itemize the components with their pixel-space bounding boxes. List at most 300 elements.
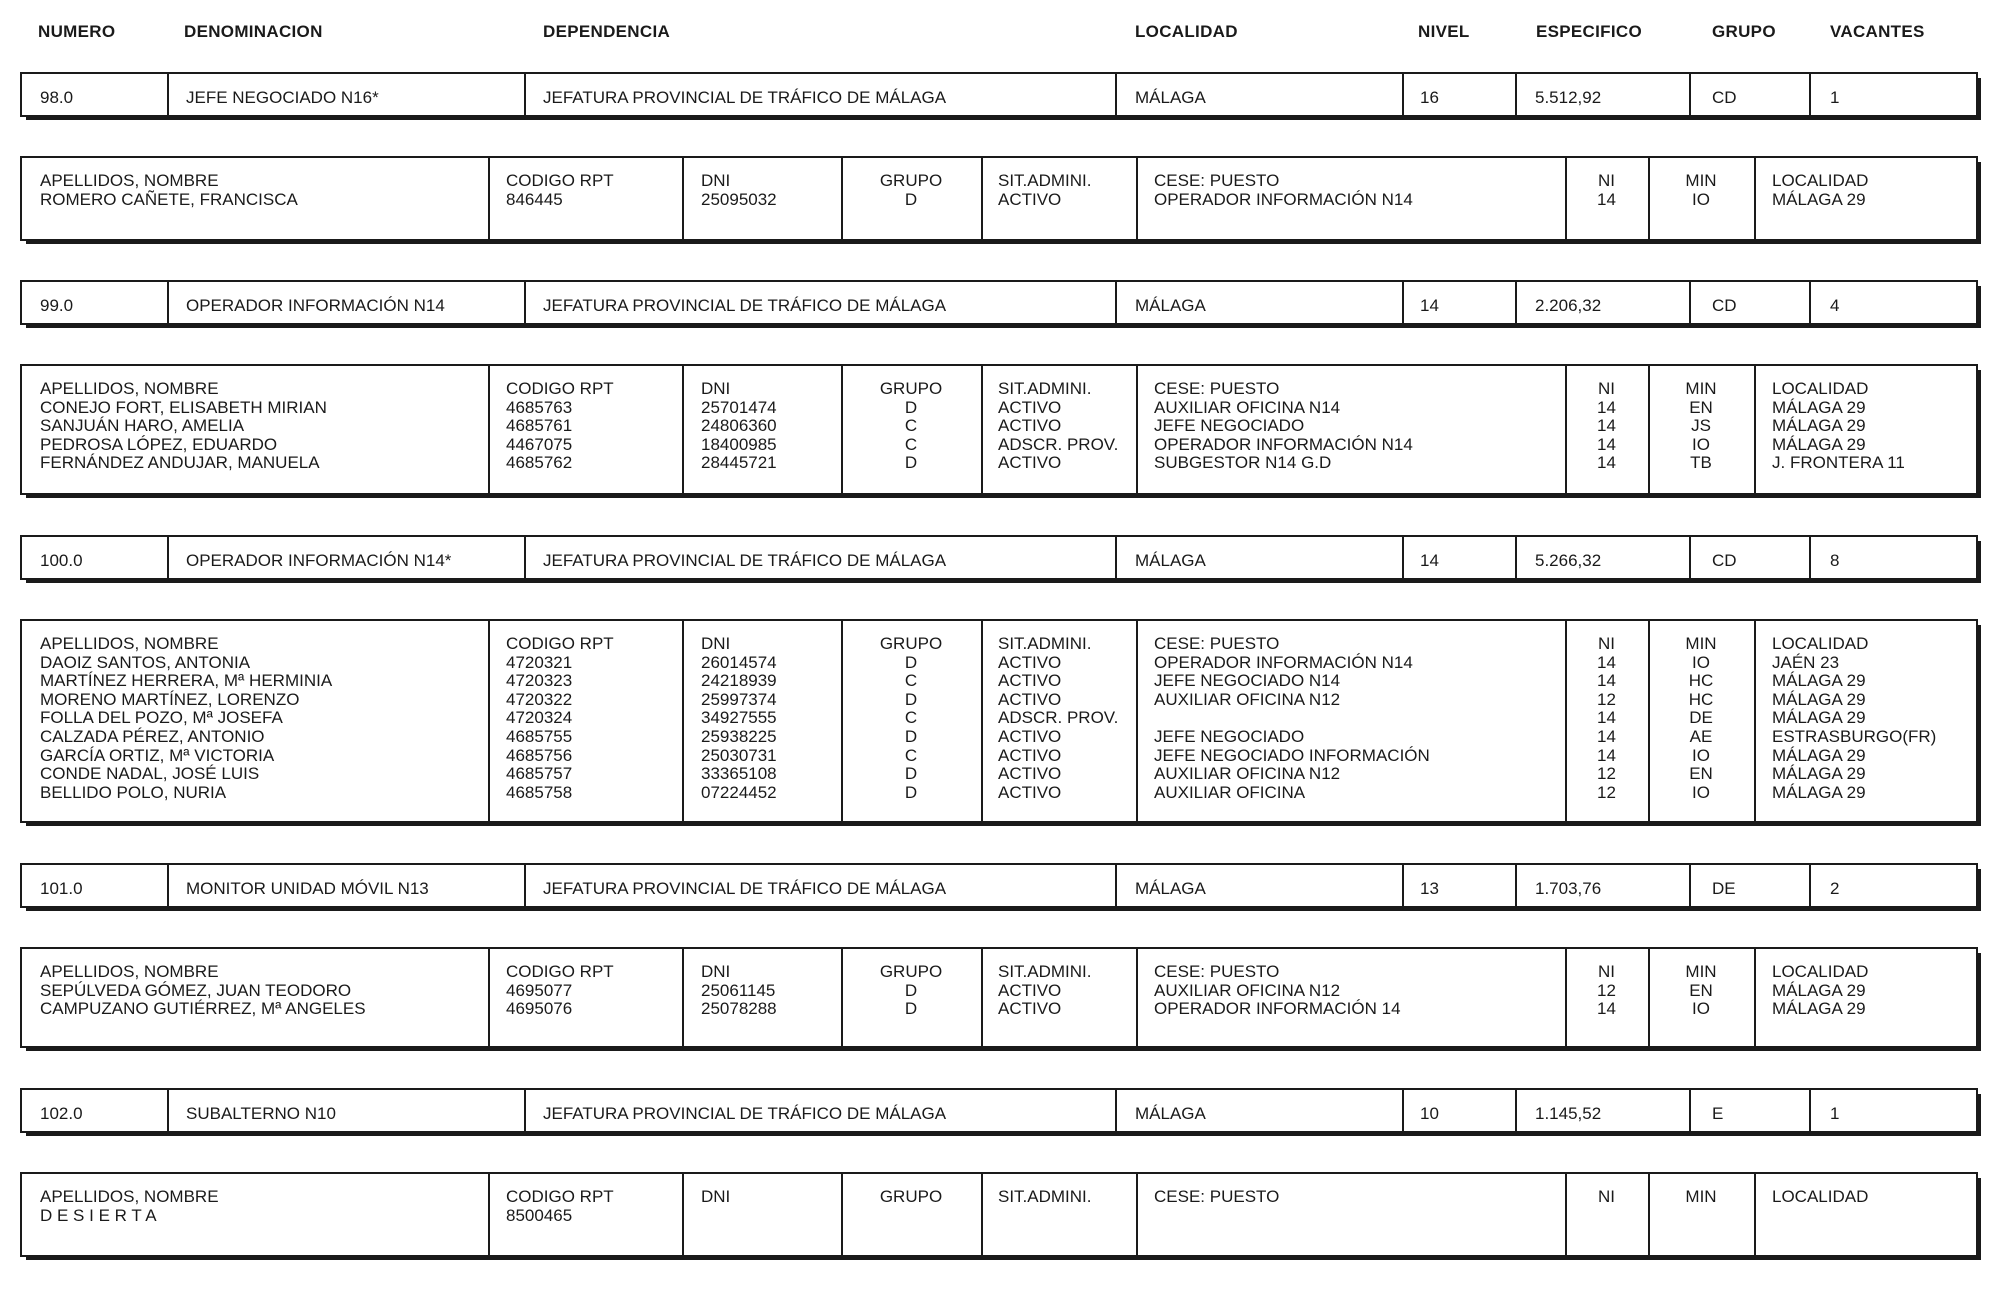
occupant-dni: 24806360 [701, 416, 777, 436]
header-numero: NUMERO [38, 22, 116, 41]
occupant-cese: AUXILIAR OFICINA N14 [1154, 397, 1341, 417]
occupant-nombre: FERNÁNDEZ ANDUJAR, MANUELA [40, 453, 320, 473]
occupant-grupo: D [904, 689, 918, 709]
column-divider [1115, 282, 1117, 323]
occupants-header-dni: DNI [701, 379, 731, 398]
occupants-header-grupo: GRUPO [879, 171, 943, 190]
occupant-dni: 34927555 [701, 708, 777, 728]
occupants-column-ni [1565, 635, 1648, 802]
occupant-min: EN [1689, 764, 1713, 784]
occupants-column-min [1648, 1188, 1754, 1225]
occupant-sit: ACTIVO [998, 764, 1062, 784]
column-divider [981, 1174, 983, 1255]
occupants-column-codigo [506, 963, 614, 1019]
position-especifico: 1.145,52 [1535, 1104, 1602, 1123]
occupant-cese: OPERADOR INFORMACIÓN 14 [1154, 999, 1401, 1019]
occupant-sit: ACTIVO [998, 397, 1062, 417]
occupants-column-min [1648, 963, 1754, 1019]
occupant-loc: MÁLAGA 29 [1772, 745, 1866, 765]
position-dependencia: JEFATURA PROVINCIAL DE TRÁFICO DE MÁLAGA [543, 879, 947, 898]
occupant-codigo: 4720322 [506, 689, 573, 709]
occupant-codigo: 846445 [506, 189, 563, 209]
column-divider [1515, 282, 1517, 323]
occupants-column-nombre [40, 635, 332, 802]
occupant-min: IO [1692, 189, 1710, 209]
occupants-column-dni [701, 635, 777, 802]
occupant-nombre: MORENO MARTÍNEZ, LORENZO [40, 689, 300, 709]
position-denominacion: JEFE NEGOCIADO N16* [186, 88, 379, 107]
occupant-ni: 14 [1597, 189, 1616, 209]
occupant-grupo: D [904, 726, 918, 746]
occupants-column-codigo [506, 1188, 614, 1225]
occupant-ni: 14 [1597, 416, 1616, 436]
occupant-grupo: C [904, 745, 918, 765]
column-divider [1515, 537, 1517, 578]
column-divider [488, 1174, 490, 1255]
column-divider [1115, 537, 1117, 578]
position-nivel: 13 [1420, 879, 1439, 898]
occupant-nombre: SEPÚLVEDA GÓMEZ, JUAN TEODORO [40, 980, 352, 1000]
occupant-codigo: 8500465 [506, 1205, 573, 1225]
header-vacantes: VACANTES [1830, 22, 1925, 41]
position-grupo: CD [1712, 551, 1737, 570]
occupants-column-sit [998, 172, 1092, 209]
occupants-header-dni: DNI [701, 634, 731, 653]
occupants-header-cese: CESE: PUESTO [1154, 634, 1280, 653]
column-divider [1136, 621, 1138, 821]
occupant-cese: OPERADOR INFORMACIÓN N14 [1154, 434, 1413, 454]
position-grupo: CD [1712, 88, 1737, 107]
occupant-grupo: C [904, 671, 918, 691]
position-especifico: 5.512,92 [1535, 88, 1602, 107]
occupant-dni: 25997374 [701, 689, 777, 709]
occupants-header-ni: NI [1598, 171, 1615, 190]
occupant-sit [998, 1207, 1092, 1226]
column-divider [1809, 74, 1811, 115]
occupant-sit: ACTIVO [998, 652, 1062, 672]
occupant-grupo: D [904, 397, 918, 417]
occupant-nombre: FOLLA DEL POZO, Mª JOSEFA [40, 708, 283, 728]
position-denominacion: OPERADOR INFORMACIÓN N14 [186, 296, 445, 315]
position-especifico: 1.703,76 [1535, 879, 1602, 898]
occupant-codigo: 4685756 [506, 745, 573, 765]
column-divider [1115, 74, 1117, 115]
occupant-cese: JEFE NEGOCIADO INFORMACIÓN [1154, 745, 1430, 765]
occupant-dni: 25938225 [701, 726, 777, 746]
column-divider [981, 366, 983, 493]
header-denominacion: DENOMINACION [184, 22, 323, 41]
occupant-cese: OPERADOR INFORMACIÓN N14 [1154, 189, 1413, 209]
column-divider [1515, 865, 1517, 906]
occupants-column-nombre [40, 963, 366, 1019]
column-divider [488, 949, 490, 1046]
occupants-column-loc [1772, 172, 1868, 209]
occupant-grupo: D [904, 189, 918, 209]
column-divider [1754, 366, 1756, 493]
column-divider [1136, 366, 1138, 493]
occupants-table [20, 619, 1978, 823]
column-divider [488, 621, 490, 821]
occupants-column-loc [1772, 963, 1868, 1019]
occupants-column-loc [1772, 1188, 1868, 1225]
occupants-header-codigo: CODIGO RPT [506, 1187, 614, 1206]
position-dependencia: JEFATURA PROVINCIAL DE TRÁFICO DE MÁLAGA [543, 551, 947, 570]
occupant-nombre: CALZADA PÉREZ, ANTONIO [40, 726, 265, 746]
column-divider [981, 621, 983, 821]
position-dependencia: JEFATURA PROVINCIAL DE TRÁFICO DE MÁLAGA [543, 296, 947, 315]
column-divider [981, 949, 983, 1046]
occupant-sit: ACTIVO [998, 726, 1062, 746]
occupant-min: EN [1689, 397, 1713, 417]
column-divider [1754, 949, 1756, 1046]
position-numero: 98.0 [40, 88, 74, 107]
column-divider [1689, 537, 1691, 578]
occupants-header-localidad: LOCALIDAD [1772, 962, 1869, 981]
column-header-row [0, 22, 2000, 46]
occupant-dni: 25030731 [701, 745, 777, 765]
occupant-loc: J. FRONTERA 11 [1772, 453, 1905, 473]
column-divider [524, 537, 526, 578]
occupant-loc: MÁLAGA 29 [1772, 434, 1866, 454]
occupant-ni: 14 [1597, 726, 1616, 746]
occupant-min: IO [1692, 745, 1710, 765]
occupants-column-dni [701, 172, 777, 209]
occupant-min: HC [1688, 671, 1714, 691]
occupant-sit: ACTIVO [998, 453, 1062, 473]
occupant-sit: ADSCR. PROV. [998, 708, 1119, 728]
occupant-sit: ACTIVO [998, 689, 1062, 709]
occupants-header-min: MIN [1685, 379, 1717, 398]
occupant-grupo: C [904, 416, 918, 436]
column-divider [167, 282, 169, 323]
column-divider [1689, 74, 1691, 115]
occupant-dni: 07224452 [701, 782, 777, 802]
occupant-min: IO [1692, 434, 1710, 454]
occupants-header-apellidos: APELLIDOS, NOMBRE [40, 634, 219, 653]
occupant-sit: ACTIVO [998, 782, 1062, 802]
occupant-grupo: D [904, 764, 918, 784]
occupant-cese [1154, 1207, 1279, 1226]
position-localidad: MÁLAGA [1135, 88, 1206, 107]
occupants-header-codigo: CODIGO RPT [506, 171, 614, 190]
column-divider [1754, 621, 1756, 821]
occupant-ni: 12 [1597, 980, 1616, 1000]
occupant-cese: JEFE NEGOCIADO [1154, 416, 1305, 436]
occupant-min: JS [1691, 416, 1711, 436]
occupants-header-apellidos: APELLIDOS, NOMBRE [40, 1187, 219, 1206]
occupant-dni: 26014574 [701, 652, 777, 672]
occupants-column-sit [998, 380, 1118, 473]
occupants-column-cese [1154, 1188, 1279, 1225]
occupant-cese: OPERADOR INFORMACIÓN N14 [1154, 652, 1413, 672]
position-nivel: 16 [1420, 88, 1439, 107]
position-denominacion: OPERADOR INFORMACIÓN N14* [186, 551, 452, 570]
position-vacantes: 8 [1830, 551, 1840, 570]
occupant-grupo: C [904, 434, 918, 454]
occupants-header-cese: CESE: PUESTO [1154, 171, 1280, 190]
position-localidad: MÁLAGA [1135, 879, 1206, 898]
occupants-header-codigo: CODIGO RPT [506, 379, 614, 398]
column-divider [524, 282, 526, 323]
occupants-column-grupo [841, 1188, 981, 1225]
occupant-nombre: D E S I E R T A [40, 1205, 157, 1225]
column-divider [1402, 1090, 1404, 1131]
occupant-ni: 14 [1597, 453, 1616, 473]
occupant-nombre: CAMPUZANO GUTIÉRREZ, Mª ANGELES [40, 999, 366, 1019]
occupant-min: TB [1690, 453, 1712, 473]
column-divider [981, 158, 983, 239]
occupants-column-ni [1565, 963, 1648, 1019]
position-localidad: MÁLAGA [1135, 551, 1206, 570]
occupants-header-min: MIN [1685, 962, 1717, 981]
position-row [20, 535, 1978, 580]
occupants-column-codigo [506, 172, 614, 209]
occupant-grupo: D [904, 999, 918, 1019]
occupant-ni: 14 [1597, 434, 1616, 454]
occupant-min: DE [1689, 708, 1713, 728]
occupants-column-cese [1154, 963, 1401, 1019]
occupants-column-ni [1565, 172, 1648, 209]
occupants-column-sit [998, 1188, 1092, 1225]
occupant-ni: 14 [1597, 999, 1616, 1019]
occupant-codigo: 4720321 [506, 652, 573, 672]
occupants-header-localidad: LOCALIDAD [1772, 379, 1869, 398]
occupant-sit: ADSCR. PROV. [998, 434, 1119, 454]
occupant-min: EN [1689, 980, 1713, 1000]
occupants-header-cese: CESE: PUESTO [1154, 962, 1280, 981]
occupant-nombre: DAOIZ SANTOS, ANTONIA [40, 652, 251, 672]
occupant-dni: 33365108 [701, 764, 777, 784]
header-grupo: GRUPO [1712, 22, 1776, 41]
occupants-header-ni: NI [1598, 1187, 1615, 1206]
occupants-header-min: MIN [1685, 1187, 1717, 1206]
column-divider [524, 865, 526, 906]
occupant-loc: MÁLAGA 29 [1772, 189, 1866, 209]
position-dependencia: JEFATURA PROVINCIAL DE TRÁFICO DE MÁLAGA [543, 1104, 947, 1123]
column-divider [1115, 1090, 1117, 1131]
occupant-dni: 25078288 [701, 999, 777, 1019]
occupants-header-cese: CESE: PUESTO [1154, 379, 1280, 398]
occupant-dni: 25095032 [701, 189, 777, 209]
column-divider [167, 1090, 169, 1131]
column-divider [1689, 282, 1691, 323]
header-localidad: LOCALIDAD [1135, 22, 1238, 41]
occupant-loc: ESTRASBURGO(FR) [1772, 726, 1937, 746]
occupants-header-ni: NI [1598, 379, 1615, 398]
column-divider [1515, 1090, 1517, 1131]
occupants-header-min: MIN [1685, 634, 1717, 653]
occupant-dni [701, 1207, 730, 1226]
column-divider [167, 865, 169, 906]
column-divider [1689, 865, 1691, 906]
occupants-header-apellidos: APELLIDOS, NOMBRE [40, 171, 219, 190]
column-divider [1809, 1090, 1811, 1131]
occupants-header-localidad: LOCALIDAD [1772, 171, 1869, 190]
column-divider [488, 158, 490, 239]
occupant-ni: 14 [1597, 652, 1616, 672]
occupants-header-codigo: CODIGO RPT [506, 962, 614, 981]
occupants-header-sit: SIT.ADMINI. [998, 1187, 1092, 1206]
column-divider [1402, 74, 1404, 115]
occupants-table [20, 364, 1978, 495]
column-divider [1809, 865, 1811, 906]
position-denominacion: MONITOR UNIDAD MÓVIL N13 [186, 879, 429, 898]
occupant-ni: 12 [1597, 764, 1616, 784]
position-vacantes: 2 [1830, 879, 1840, 898]
occupant-cese: JEFE NEGOCIADO N14 [1154, 671, 1341, 691]
occupants-column-cese [1154, 635, 1430, 802]
occupant-dni: 28445721 [701, 453, 777, 473]
occupants-column-codigo [506, 380, 614, 473]
occupants-column-min [1648, 172, 1754, 209]
position-vacantes: 4 [1830, 296, 1840, 315]
header-especifico: ESPECIFICO [1536, 22, 1642, 41]
position-numero: 100.0 [40, 551, 83, 570]
position-grupo: E [1712, 1104, 1724, 1123]
column-divider [1754, 158, 1756, 239]
column-divider [1515, 74, 1517, 115]
position-row [20, 863, 1978, 908]
occupants-header-localidad: LOCALIDAD [1772, 634, 1869, 653]
occupants-header-apellidos: APELLIDOS, NOMBRE [40, 962, 219, 981]
occupant-codigo: 4685763 [506, 397, 573, 417]
occupant-sit: ACTIVO [998, 980, 1062, 1000]
occupants-column-nombre [40, 1188, 219, 1225]
column-divider [682, 621, 684, 821]
occupants-column-ni [1565, 1188, 1648, 1225]
occupants-header-sit: SIT.ADMINI. [998, 962, 1092, 981]
occupants-header-codigo: CODIGO RPT [506, 634, 614, 653]
occupants-header-min: MIN [1685, 171, 1717, 190]
occupants-column-codigo [506, 635, 614, 802]
occupant-dni: 25061145 [701, 980, 776, 1000]
occupants-header-ni: NI [1598, 962, 1615, 981]
occupants-column-grupo [841, 380, 981, 473]
occupants-header-grupo: GRUPO [879, 1187, 943, 1206]
occupant-cese: AUXILIAR OFICINA N12 [1154, 764, 1341, 784]
occupant-nombre: MARTÍNEZ HERRERA, Mª HERMINIA [40, 671, 333, 691]
occupants-column-grupo [841, 963, 981, 1019]
occupant-nombre: GARCÍA ORTIZ, Mª VICTORIA [40, 745, 275, 765]
occupant-grupo [841, 1207, 981, 1226]
occupants-column-dni [701, 380, 777, 473]
column-divider [1809, 537, 1811, 578]
occupant-loc: JAÉN 23 [1772, 652, 1840, 672]
occupant-ni: 14 [1597, 745, 1616, 765]
occupants-table [20, 1172, 1978, 1257]
occupants-header-sit: SIT.ADMINI. [998, 171, 1092, 190]
occupants-column-cese [1154, 380, 1413, 473]
occupant-codigo: 4685757 [506, 764, 573, 784]
occupant-loc: MÁLAGA 29 [1772, 980, 1866, 1000]
column-divider [682, 1174, 684, 1255]
column-divider [682, 158, 684, 239]
column-divider [1809, 282, 1811, 323]
header-nivel: NIVEL [1418, 22, 1470, 41]
position-dependencia: JEFATURA PROVINCIAL DE TRÁFICO DE MÁLAGA [543, 88, 947, 107]
position-denominacion: SUBALTERNO N10 [186, 1104, 336, 1123]
occupant-codigo: 4720323 [506, 671, 573, 691]
occupant-min: HC [1688, 689, 1714, 709]
column-divider [167, 537, 169, 578]
occupant-min: AE [1689, 726, 1713, 746]
occupant-loc: MÁLAGA 29 [1772, 671, 1866, 691]
occupants-column-ni [1565, 380, 1648, 473]
occupants-header-grupo: GRUPO [879, 962, 943, 981]
occupants-table [20, 156, 1978, 241]
column-divider [1136, 158, 1138, 239]
occupant-ni: 12 [1597, 689, 1616, 709]
column-divider [682, 949, 684, 1046]
occupant-codigo: 4685762 [506, 453, 573, 473]
occupant-grupo: D [904, 652, 918, 672]
occupant-loc: MÁLAGA 29 [1772, 999, 1866, 1019]
occupant-cese: AUXILIAR OFICINA [1154, 782, 1306, 802]
occupant-cese [1154, 709, 1430, 728]
occupant-cese: AUXILIAR OFICINA N12 [1154, 980, 1341, 1000]
occupant-loc: MÁLAGA 29 [1772, 397, 1866, 417]
occupant-nombre: SANJUÁN HARO, AMELIA [40, 416, 245, 436]
occupants-header-dni: DNI [701, 962, 731, 981]
occupants-header-sit: SIT.ADMINI. [998, 379, 1092, 398]
position-especifico: 5.266,32 [1535, 551, 1602, 570]
occupant-ni: 14 [1597, 397, 1616, 417]
position-row [20, 72, 1978, 117]
occupant-sit: ACTIVO [998, 745, 1062, 765]
occupant-cese: JEFE NEGOCIADO [1154, 726, 1305, 746]
occupants-column-dni [701, 1188, 730, 1225]
column-divider [1136, 949, 1138, 1046]
occupants-column-min [1648, 635, 1754, 802]
column-divider [1754, 1174, 1756, 1255]
occupants-column-cese [1154, 172, 1413, 209]
occupants-column-dni [701, 963, 777, 1019]
occupants-column-grupo [841, 172, 981, 209]
occupant-loc: MÁLAGA 29 [1772, 689, 1866, 709]
occupants-column-nombre [40, 172, 298, 209]
occupants-header-grupo: GRUPO [879, 379, 943, 398]
column-divider [524, 1090, 526, 1131]
occupant-grupo: D [904, 453, 918, 473]
occupants-column-loc [1772, 635, 1936, 802]
occupants-header-grupo: GRUPO [879, 634, 943, 653]
column-divider [1402, 282, 1404, 323]
column-divider [1402, 537, 1404, 578]
occupant-cese: SUBGESTOR N14 G.D [1154, 453, 1332, 473]
occupant-nombre: BELLIDO POLO, NURIA [40, 782, 227, 802]
occupants-header-sit: SIT.ADMINI. [998, 634, 1092, 653]
occupants-column-grupo [841, 635, 981, 802]
position-localidad: MÁLAGA [1135, 296, 1206, 315]
occupants-header-cese: CESE: PUESTO [1154, 1187, 1280, 1206]
column-divider [524, 74, 526, 115]
position-grupo: DE [1712, 879, 1736, 898]
occupant-loc: MÁLAGA 29 [1772, 708, 1866, 728]
column-divider [488, 366, 490, 493]
occupants-column-sit [998, 635, 1118, 802]
occupant-min: IO [1692, 999, 1710, 1019]
occupant-cese: AUXILIAR OFICINA N12 [1154, 689, 1341, 709]
occupants-column-nombre [40, 380, 327, 473]
occupant-min: IO [1692, 782, 1710, 802]
column-divider [1402, 865, 1404, 906]
occupant-grupo: C [904, 708, 918, 728]
position-nivel: 10 [1420, 1104, 1439, 1123]
occupant-nombre: ROMERO CAÑETE, FRANCISCA [40, 189, 298, 209]
position-vacantes: 1 [1830, 88, 1840, 107]
occupant-loc: MÁLAGA 29 [1772, 782, 1866, 802]
occupant-codigo: 4685761 [506, 416, 573, 436]
